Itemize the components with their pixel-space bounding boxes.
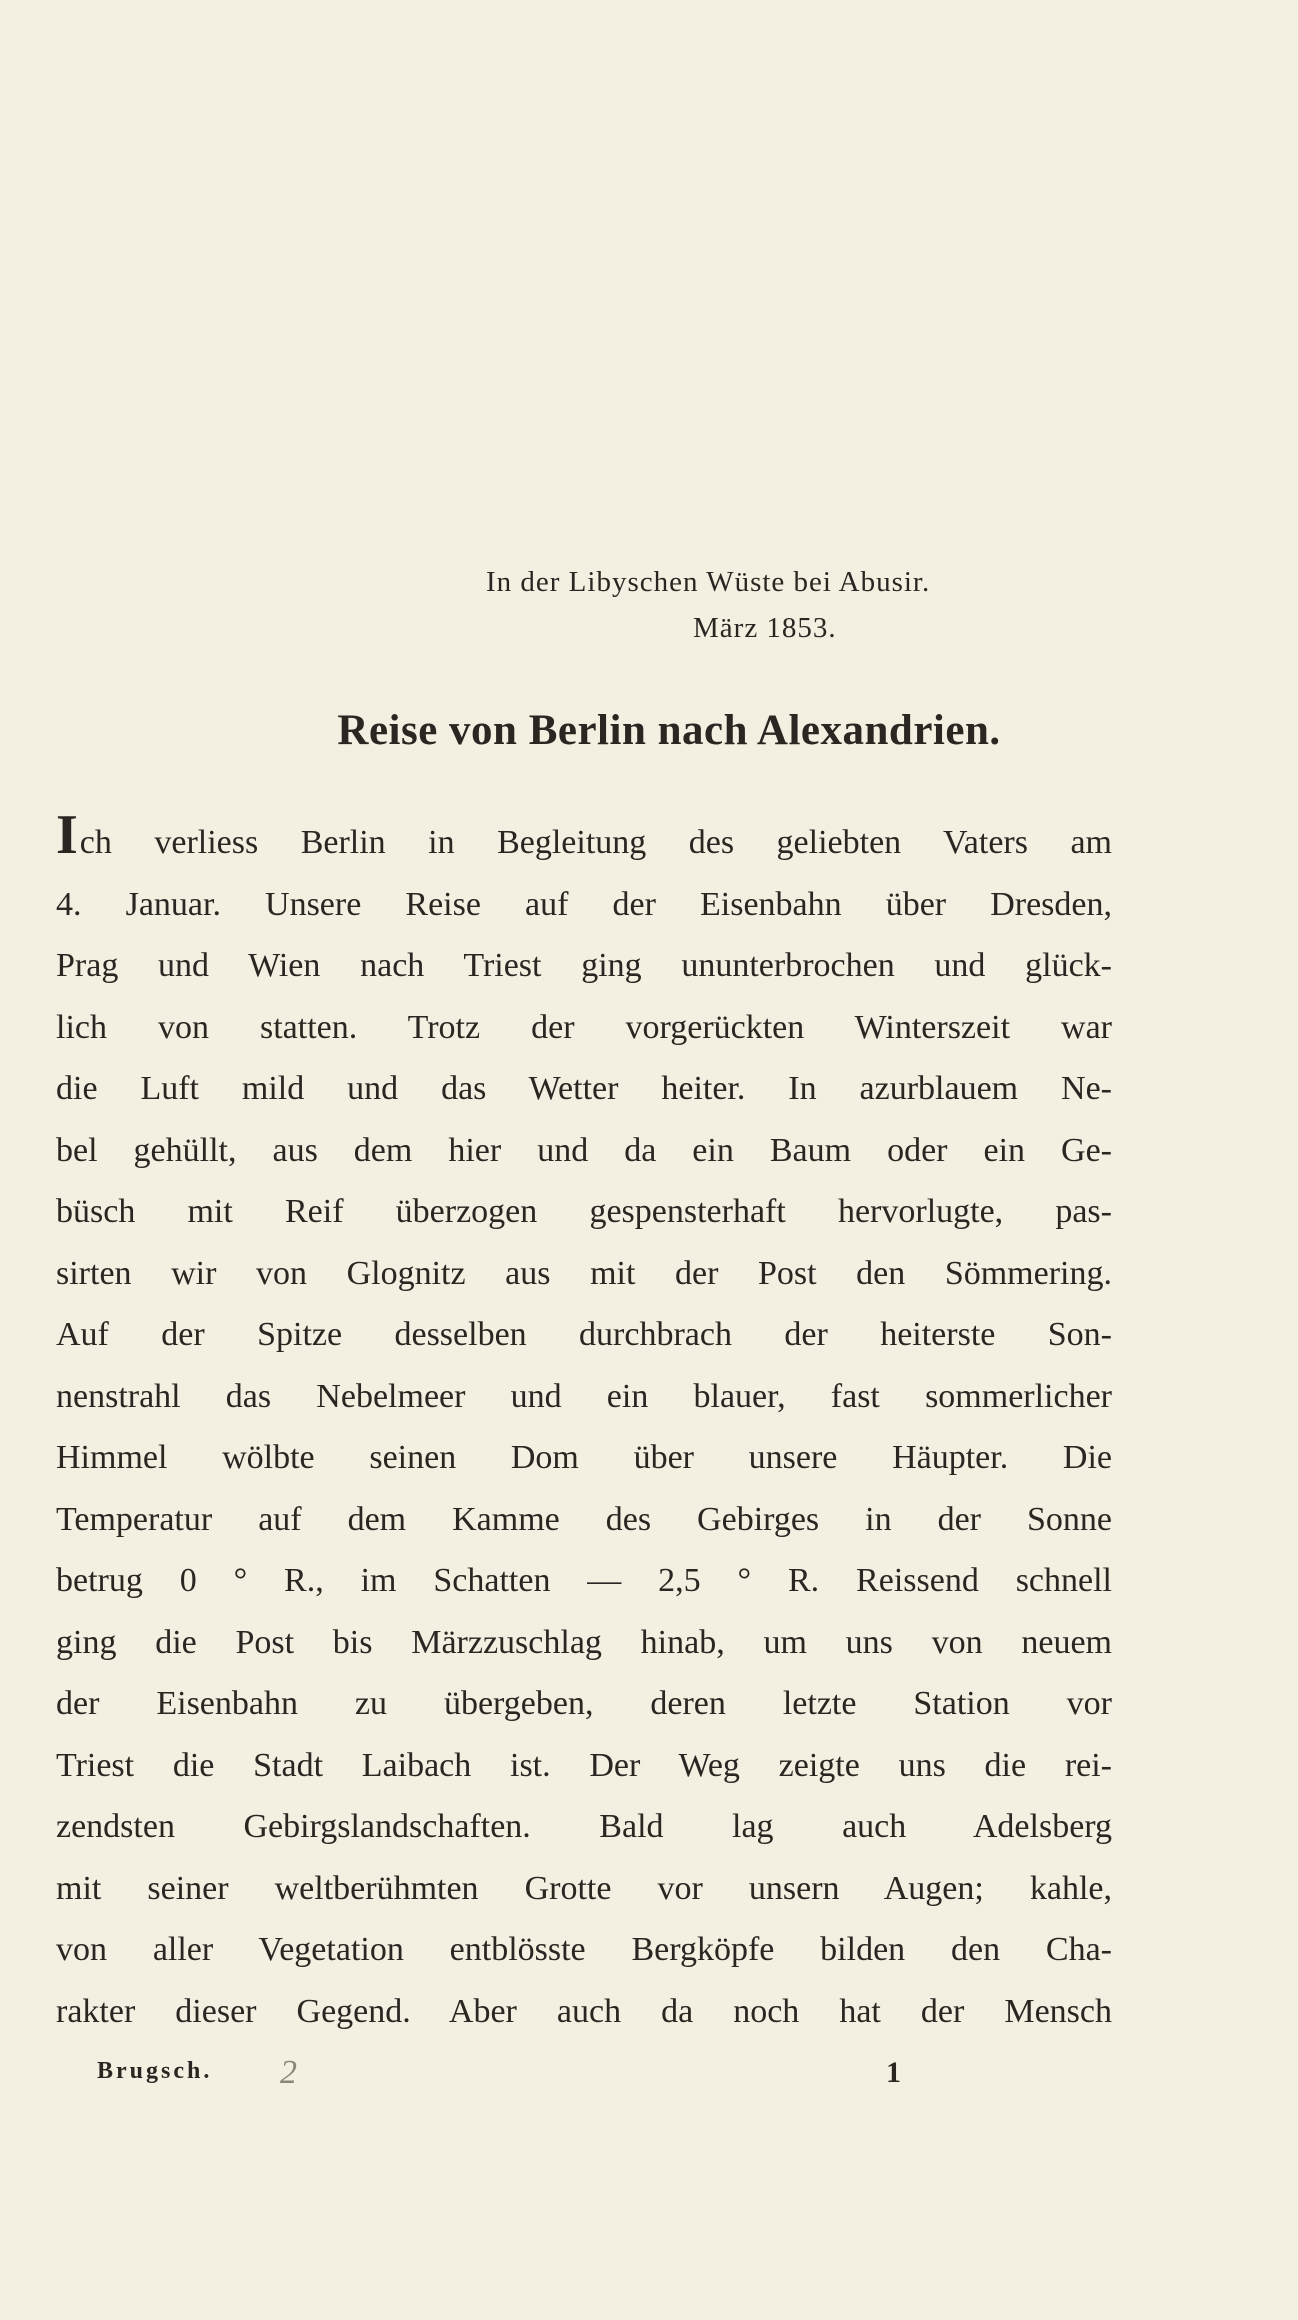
text-line: ging die Post bis Märzzuschlag hinab, um uns von neuem [56, 1623, 1112, 1661]
text-line: Temperatur auf dem Kamme des Gebirges in der Sonne [56, 1500, 1112, 1538]
text-line: büsch mit Reif überzogen gespensterhaft hervorlugte, pas- [56, 1193, 1112, 1230]
bleed-through-shadow [60, 150, 1060, 750]
dateline-place-text: In der Libyschen Wüste bei Abusir. [486, 566, 931, 598]
text-line: betrug 0 ° R., im Schatten — 2,5 ° R. Reissend schnell [56, 1562, 1112, 1599]
body-text [56, 804, 1112, 2042]
text-line: zendsten Gebirgslandschaften. Bald lag auch Adelsberg [56, 1808, 1112, 1845]
text-line: Triest die Stadt Laibach ist. Der Weg zeigte uns die rei- [56, 1746, 1112, 1784]
text-line: Himmel wölbte seinen Dom über unsere Häupter. Die [56, 1439, 1112, 1476]
text-line: sirten wir von Glognitz aus mit der Post den Sömmering. [56, 1254, 1112, 1292]
text-line: die Luft mild und das Wetter heiter. In azurblauem Ne- [56, 1070, 1112, 1107]
page-number: 1 [886, 2056, 904, 2089]
chapter-title: Reise von Berlin nach Alexandrien. [337, 707, 1001, 754]
handwritten-mark: 2 [280, 2054, 300, 2091]
text-line: 4. Januar. Unsere Reise auf der Eisenbahn über Dresden, [56, 885, 1112, 923]
text-line: rakter dieser Gegend. Aber auch da noch hat der Mensch [56, 1992, 1112, 2030]
text-line: der Eisenbahn zu übergeben, deren letzte Station vor [56, 1685, 1112, 1722]
text-line: mit seiner weltberühmten Grotte vor unsern Augen; kahle, [56, 1869, 1112, 1907]
text-line: von aller Vegetation entblösste Bergköpfe bilden den Cha- [56, 1931, 1112, 1968]
text-line: lich von statten. Trotz der vorgerückten Winterszeit war [56, 1008, 1112, 1046]
text-line: Prag und Wien nach Triest ging ununterbrochen und glück- [56, 947, 1112, 984]
text-line: Auf der Spitze desselben durchbrach der heiterste Son- [56, 1316, 1112, 1353]
text-line [56, 804, 1112, 874]
signature-mark: Brugsch. [97, 2058, 213, 2084]
text-line-content: ch verliess Berlin in Begleitung des geliebten Vaters am [79, 824, 1112, 861]
drop-cap: I [56, 804, 78, 866]
text-line: bel gehüllt, aus dem hier und da ein Baum oder ein Ge- [56, 1131, 1112, 1169]
dateline-date-text: März 1853. [693, 612, 837, 644]
text-line: nenstrahl das Nebelmeer und ein blauer, fast sommerlicher [56, 1377, 1112, 1415]
